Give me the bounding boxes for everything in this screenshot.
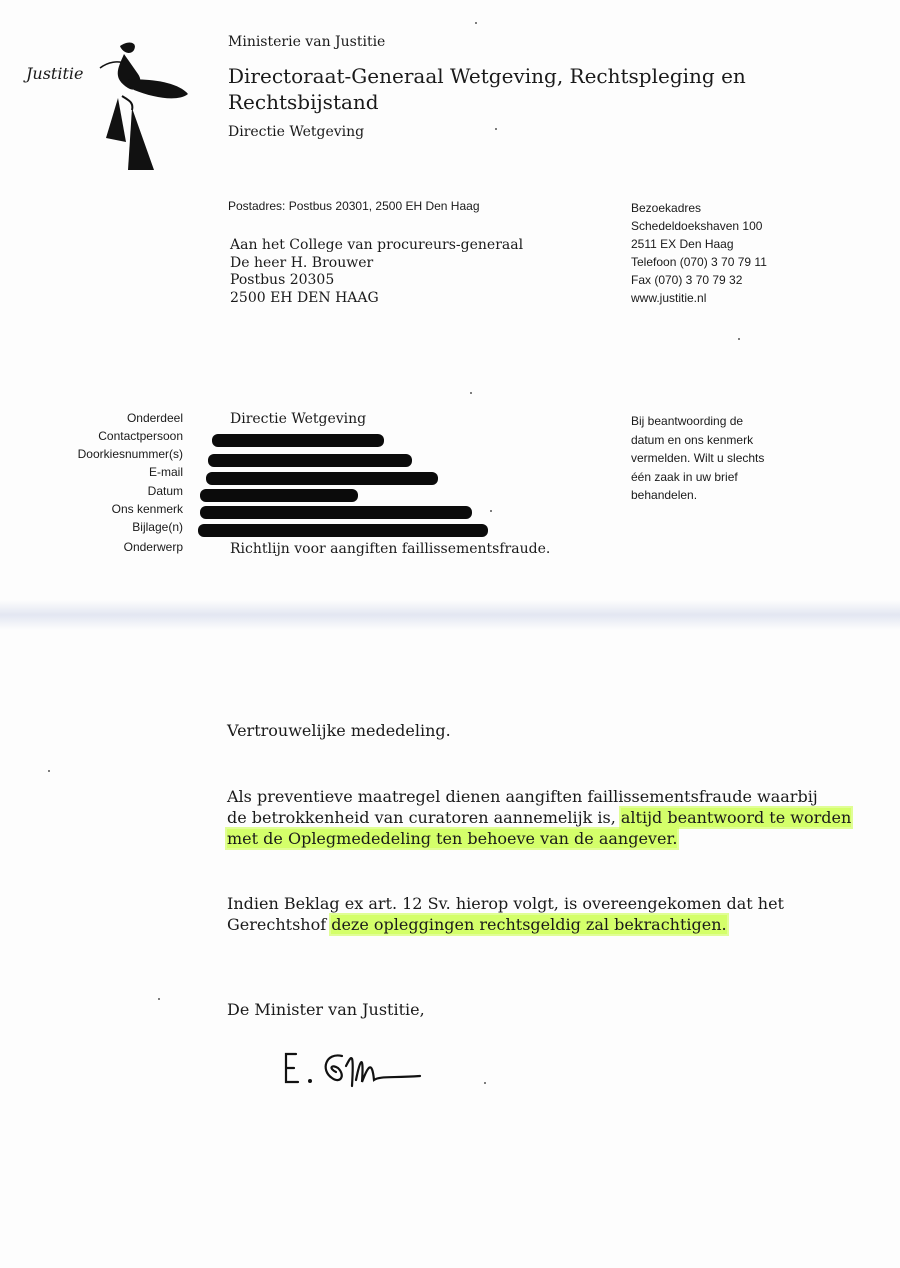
highlighted-text: deze opleggingen rechtsgeldig zal bekrachtigen. — [331, 915, 727, 934]
instruction-line: datum en ons kenmerk — [631, 432, 754, 447]
directorate-title — [228, 63, 788, 115]
instruction-line: één zaak in uw brief — [631, 469, 738, 484]
paragraph-2-line-1: Indien Beklag ex art. 12 Sv. hierop volgt, is overeengekomen dat het — [227, 894, 784, 913]
visitor-address-block — [631, 199, 767, 307]
label-onderdeel: Onderdeel — [126, 411, 183, 425]
signature-image — [280, 1046, 430, 1096]
reply-instructions — [631, 412, 764, 505]
paragraph-1-line-3 — [227, 828, 851, 849]
paragraph-2-line-2 — [227, 914, 784, 935]
paper-fold — [0, 600, 900, 630]
closing-line: De Minister van Justitie, — [227, 1000, 425, 1019]
scan-speck — [484, 1082, 486, 1084]
redaction-bar — [206, 472, 438, 485]
postal-address: Postadres: Postbus 20301, 2500 EH Den Haag — [228, 199, 480, 213]
paragraph-1-line-2 — [227, 807, 851, 828]
logo-text: Justitie — [26, 64, 84, 83]
recipient-line: Postbus 20305 — [230, 272, 335, 288]
visitor-line: Bezoekadres — [631, 201, 702, 215]
instruction-line: behandelen. — [631, 488, 698, 502]
recipient-line: Aan het College van procureurs-generaal — [230, 237, 524, 253]
label-datum: Datum — [147, 484, 183, 498]
label-bijlage: Bijlage(n) — [132, 520, 183, 534]
label-email: E-mail — [148, 465, 183, 479]
paragraph-1-line-1: Als preventieve maatregel dienen aangiften faillissementsfraude waarbij — [227, 787, 818, 806]
scan-speck — [490, 510, 492, 512]
highlighted-text: altijd beantwoord te worden — [620, 808, 852, 827]
visitor-line: Telefoon (070) 3 70 79 11 — [631, 255, 767, 269]
recipient-block — [230, 237, 523, 307]
visitor-line: 2511 EX Den Haag — [631, 237, 734, 251]
justitia-logo-icon — [98, 38, 198, 183]
scan-speck — [475, 22, 477, 24]
scan-speck — [158, 998, 160, 1000]
department-name: Directie Wetgeving — [228, 124, 365, 140]
label-contactpersoon: Contactpersoon — [98, 429, 183, 443]
highlighted-text: met de Oplegmededeling ten behoeve van de aangever. — [227, 829, 678, 848]
visitor-line: Schedeldoekshaven 100 — [631, 219, 763, 233]
scan-speck — [738, 338, 740, 340]
paragraph-2 — [227, 893, 784, 935]
directorate-line-1: Directoraat-Generaal Wetgeving, Rechtspleging en — [228, 64, 746, 88]
paragraph-1 — [227, 786, 851, 849]
visitor-line: Fax (070) 3 70 79 32 — [631, 273, 743, 287]
value-onderwerp: Richtlijn voor aangiften faillissementsfraude. — [230, 541, 551, 557]
recipient-line: 2500 EH DEN HAAG — [230, 289, 379, 306]
directorate-line-2: Rechtsbijstand — [228, 90, 379, 114]
plain-text: Gerechtshof — [227, 915, 332, 934]
instruction-line: vermelden. Wilt u slechts — [631, 451, 765, 465]
scan-speck — [48, 770, 50, 772]
plain-text: de betrokkenheid van curatoren aannemelijk is, — [227, 808, 621, 827]
recipient-line: De heer H. Brouwer — [230, 254, 374, 271]
redaction-bar — [200, 506, 472, 519]
body-heading: Vertrouwelijke mededeling. — [227, 721, 451, 740]
label-doorkiesnummer: Doorkiesnummer(s) — [77, 447, 183, 461]
redaction-bar — [212, 434, 384, 447]
redaction-bar — [208, 454, 412, 467]
label-ons-kenmerk: Ons kenmerk — [111, 502, 183, 516]
value-onderdeel: Directie Wetgeving — [230, 411, 367, 427]
label-onderwerp: Onderwerp — [123, 540, 183, 554]
scan-speck — [495, 128, 497, 130]
scan-speck — [470, 392, 472, 394]
website-link[interactable]: www.justitie.nl — [631, 291, 707, 305]
redaction-bar — [200, 489, 358, 502]
ministry-name: Ministerie van Justitie — [228, 34, 386, 50]
redaction-bar — [198, 524, 488, 537]
instruction-line: Bij beantwoording de — [631, 414, 744, 428]
